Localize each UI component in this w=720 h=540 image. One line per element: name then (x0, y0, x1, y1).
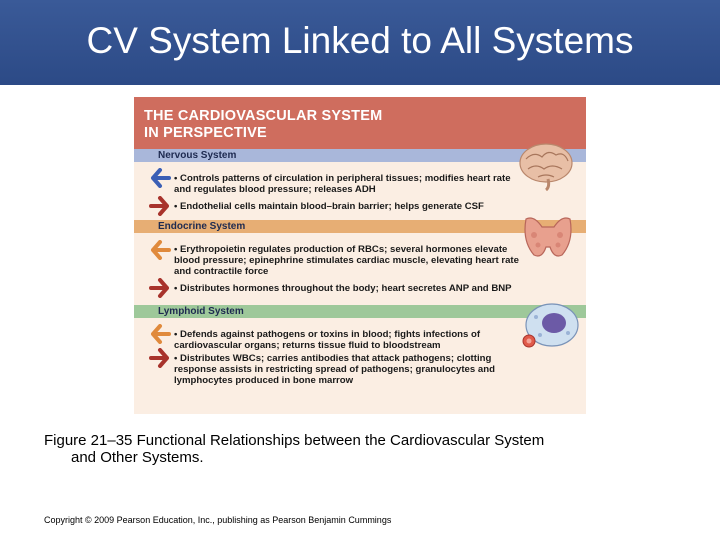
brain-icon (518, 141, 574, 191)
caption-line2: and Other Systems. (71, 449, 204, 466)
bullet-lymphoid-2: • Distributes WBCs; carries antibodies that attack pathogens; clotting response assists in restricting spread of pathogens; granulocytes and lymphocytes produced in bone marrow (174, 353, 495, 387)
section-title-lymphoid: Lymphoid System (158, 306, 244, 317)
figure-header-line2: IN PERSPECTIVE (144, 125, 267, 141)
bullet-endocrine-2: • Distributes hormones throughout the body; heart secretes ANP and BNP (174, 283, 512, 294)
copyright-notice: Copyright © 2009 Pearson Education, Inc., publishing as Pearson Benjamin Cummings (44, 515, 392, 525)
lymphocyte-cell-icon (520, 301, 580, 353)
thyroid-gland-icon (520, 213, 576, 263)
arrow-right-icon (149, 348, 171, 368)
figure-header-line1: THE CARDIOVASCULAR SYSTEM (144, 108, 383, 124)
bullet-lymphoid-1: • Defends against pathogens or toxins in blood; fights infections of cardiovascular organs; returns tissue fluid to bloodstream (174, 329, 481, 352)
figure-caption (44, 432, 664, 466)
section-bar-lymphoid (134, 305, 586, 318)
figure-panel (134, 97, 586, 414)
arrow-left-icon (149, 240, 171, 260)
section-bar-endocrine (134, 220, 586, 233)
bullet-nervous-1: • Controls patterns of circulation in peripheral tissues; modifies heart rate and regulates blood pressure; releases ADH (174, 173, 511, 196)
arrow-left-icon (149, 324, 171, 344)
section-title-endocrine: Endocrine System (158, 221, 246, 232)
bullet-endocrine-1: • Erythropoietin regulates production of RBCs; several hormones elevate blood pressure; epinephrine stimulates cardiac muscle, elevating heart rate and contractile force (174, 244, 519, 278)
section-title-nervous: Nervous System (158, 150, 237, 161)
arrow-right-icon (149, 278, 171, 298)
slide-title: CV System Linked to All Systems (86, 20, 634, 61)
arrow-left-icon (149, 168, 171, 188)
caption-line1: Figure 21–35 Functional Relationships between the Cardiovascular System (44, 432, 545, 449)
bullet-nervous-2: • Endothelial cells maintain blood–brain barrier; helps generate CSF (174, 201, 484, 212)
arrow-right-icon (149, 196, 171, 216)
title-bar (0, 0, 720, 85)
